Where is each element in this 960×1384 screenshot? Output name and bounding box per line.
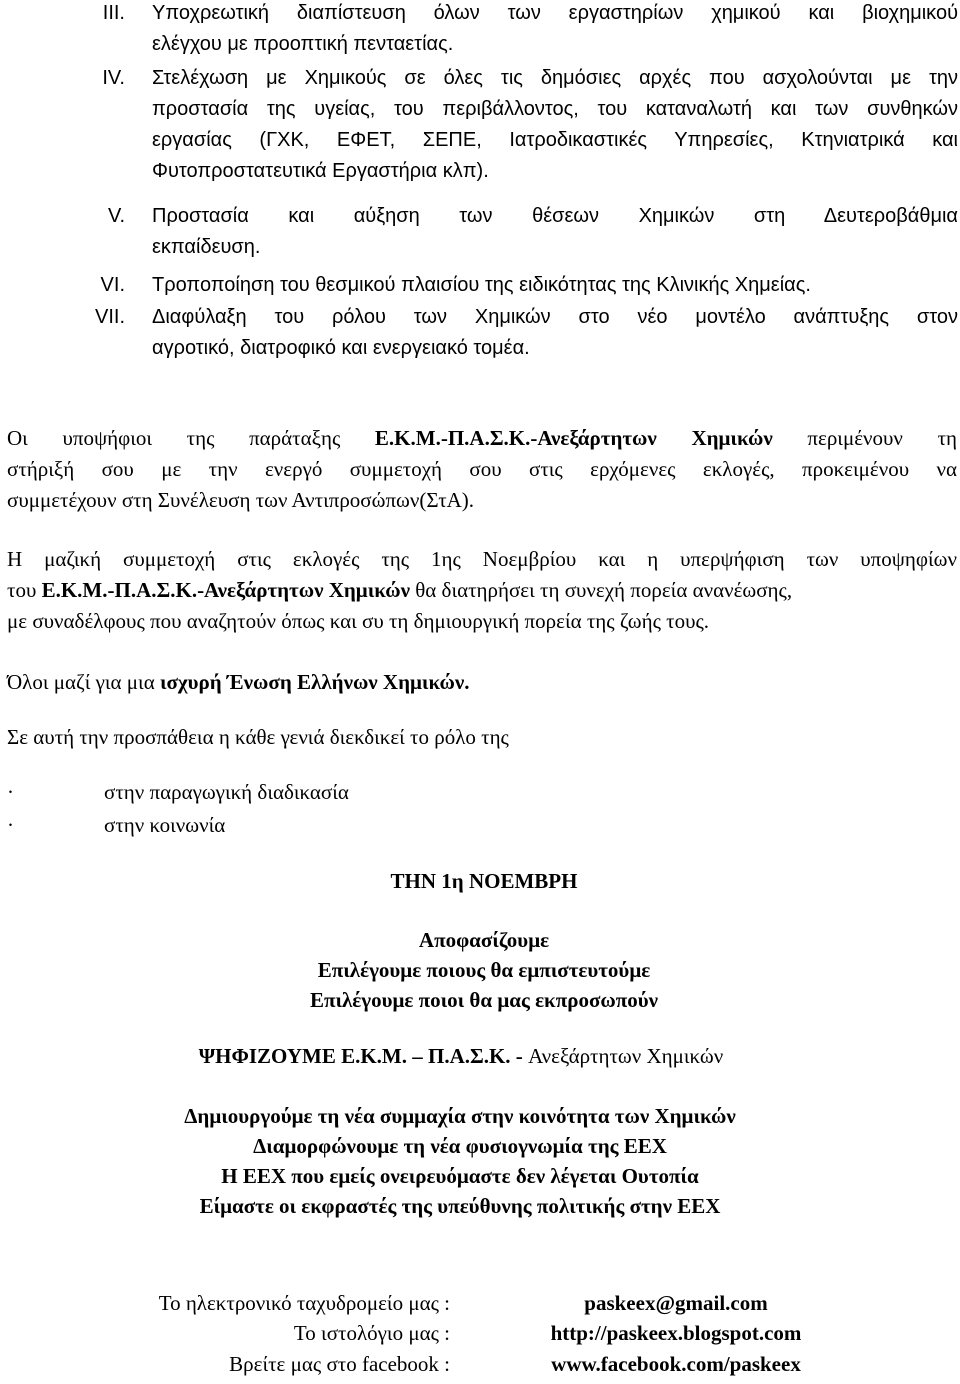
list-item: · στην παραγωγική διαδικασία (7, 777, 349, 808)
list-item: · στην κοινωνία (7, 810, 225, 841)
list-text-line: Διαφύλαξη του ρόλου των Χημικών στο νέο μοντέλο ανάπτυξης στον (152, 306, 958, 328)
list-text-line: αγροτικό, διατροφικό και ενεργειακό τομέα. (152, 337, 530, 359)
contact-label: Βρείτε μας στο facebook : (229, 1352, 450, 1376)
bullet-icon: · (7, 780, 14, 804)
date-heading: ΤΗΝ 1η ΝΟΕΜΒΡΗ (390, 869, 578, 893)
list-text-line: Προστασία και αύξηση των θέσεων Χημικών στη Δευτεροβάθμια (152, 205, 958, 227)
list-text-line: Υποχρεωτική διαπίστευση όλων των εργαστηρίων χημικού και βιοχημικού (152, 2, 958, 24)
slogans-block: Δημιουργούμε τη νέα συμμαχία στην κοινότητα των Χημικών Διαμορφώνουμε τη νέα φυσιογνωμία της ΕΕΧ Η ΕΕΧ που εμείς ονειρευόμαστε δεν λέγεται Ουτοπία Είμαστε οι εκφραστές της υπεύθυνης πολιτικής στην ΕΕΧ (184, 1104, 736, 1218)
contact-row (0, 1318, 960, 1349)
list-number: VI. (100, 274, 125, 296)
list-number: IV. (102, 67, 125, 89)
contact-label: Το ηλεκτρονικό ταχυδρομείο μας : (158, 1291, 450, 1315)
vote-line: ΨΗΦΙΖΟΥΜΕ Ε.Κ.Μ. – Π.Α.Σ.Κ. - Ανεξάρτητων Χημικών (198, 1044, 724, 1068)
list-number: V. (107, 205, 125, 227)
list-text-line: Φυτοπροστατευτικά Εργαστήρια κλπ). (152, 160, 489, 182)
party-name: Ε.Κ.Μ.-Π.Α.Σ.Κ.-Ανεξάρτητων Χημικών (41, 578, 410, 602)
party-name: Ε.Κ.Μ.-Π.Α.Σ.Κ.-Ανεξάρτητων Χημικών (374, 426, 773, 450)
contact-row (0, 1349, 960, 1380)
list-text-line: Τροποποίηση του θεσμικού πλαισίου της ειδικότητας της Κλινικής Χημείας. (152, 274, 811, 296)
list-text-line: προστασία της υγείας, του περιβάλλοντος, του καταναλωτή και των συνθηκών (152, 98, 958, 120)
bullet-icon: · (7, 813, 14, 837)
participation-paragraph: Η μαζική συμμετοχή στις εκλογές της 1ης Νοεμβρίου και η υπερψήφιση των υποψηφίων του Ε.Κ.Μ.-Π.Α.Σ.Κ.-Ανεξάρτητων Χημικών θα διατηρήσει τη συνεχή πορεία ανανέωσης, με συναδέλφους που αναζητούν όπως και συ τη δημιουργική πορεία της ζωής τους. (7, 547, 957, 633)
list-text-line: ελέγχου με προοπτική πενταετίας. (152, 33, 454, 55)
contact-label: Το ιστολόγιο μας : (293, 1321, 450, 1345)
list-text-line: εκπαίδευση. (152, 236, 261, 258)
blog-link[interactable]: http://paskeex.blogspot.com (550, 1321, 802, 1345)
candidates-paragraph: Οι υποψήφιοι της παράταξης Ε.Κ.Μ.-Π.Α.Σ.Κ.-Ανεξάρτητων Χημικών περιμένουν τη στήριξή σου με την ενεργό συμμετοχή σου στις ερχόμενες εκλογές, προκειμένου να συμμετέχουν στη Συνέλευση των Αντιπροσώπων(ΣτΑ). (7, 426, 957, 512)
facebook-link[interactable]: www.facebook.com/paskeex (551, 1352, 801, 1376)
decide-block: Αποφασίζουμε Επιλέγουμε ποιους θα εμπιστευτούμε Επιλέγουμε ποιοι θα μας εκπροσωπούν (309, 928, 659, 1012)
list-number: VII. (94, 306, 125, 328)
unity-line: Όλοι μαζί για μια ισχυρή Ένωση Ελλήνων Χημικών. (7, 670, 470, 694)
email-link[interactable]: paskeex@gmail.com (584, 1291, 768, 1315)
list-number: III. (102, 2, 125, 24)
list-text-line: Στελέχωση με Χημικούς σε όλες τις δημόσιες αρχές που ασχολούνται με την (152, 67, 958, 89)
generation-line: Σε αυτή την προσπάθεια η κάθε γενιά διεκδικεί το ρόλο της (7, 725, 509, 749)
list-text-line: εργασίας (ΓΧΚ, ΕΦΕΤ, ΣΕΠΕ, Ιατροδικαστικές Υπηρεσίες, Κτηνιατρικά και (152, 129, 958, 151)
contact-row (0, 1288, 960, 1319)
